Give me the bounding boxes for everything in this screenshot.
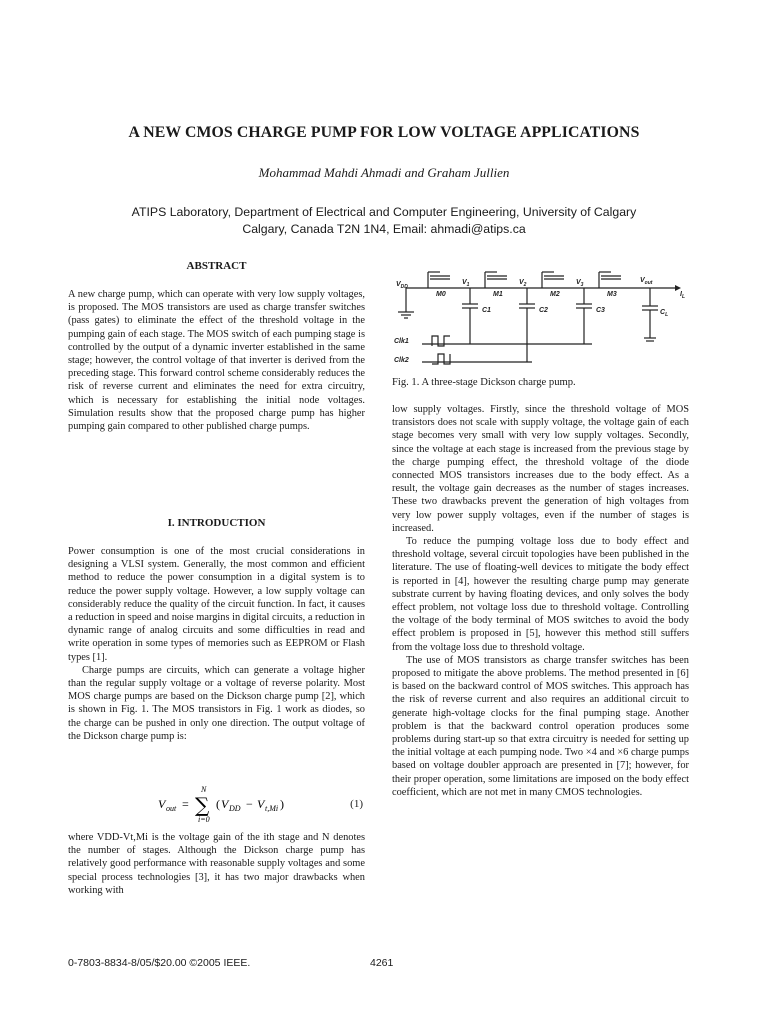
clk2-label: Clk2 bbox=[394, 357, 409, 364]
figure-caption: Fig. 1. A three-stage Dickson charge pump. bbox=[392, 377, 576, 388]
svg-text:DD: DD bbox=[229, 804, 241, 813]
svg-text:V: V bbox=[257, 797, 265, 811]
right-paragraph-2: To reduce the pumping voltage loss due to body effect and threshold voltage, several circuit topologies have been published in the literature. The use of floating-well devices to mitigate the body effect is reported in [4], however the resulting charge pump may generate substrate current by having floating devices, and only solves the body effect problem, not voltage loss due to threshold voltage. Controlling the voltage of the body terminal of MOS switches to avoid the body effect problem is proposed in [5], however this method still suffers from the voltage loss due to threshold voltage. bbox=[392, 536, 689, 653]
affiliation-line-2: Calgary, Canada T2N 1N4, Email: ahmadi@atips.ca bbox=[242, 222, 526, 236]
page-number: 4261 bbox=[370, 957, 394, 969]
svg-text:t,Mi: t,Mi bbox=[265, 804, 279, 813]
right-paragraph-3: The use of MOS transistors as charge transfer switches has been proposed to mitigate the above problems. The method presented in [6] is based on the backward control of MOS switches. This approach has the risk of reverse current and also requires an additional circuit to generate high-voltage clocks for the final pumping stage. Another problem is that the backward control operation produces some problems during start-up so that extra circuitry is needed for setting up the initial voltage at each pumping node. Two ×4 and ×6 charge pumps based on voltage doubler approach are presented in [7]; however, for their proper operation, some limitations are imposed on the body effect coefficient, which are not met in many CMOS technologies. bbox=[392, 654, 689, 798]
intro-paragraph-1: Power consumption is one of the most crucial considerations in designing a VLSI system. Generally, the most common and efficient method to reduce the power consumption in a digital system is to reduce the power supply voltage. However, a low supply voltage can considerably reduce the quality of the circuit function. In fact, it causes a reduction in speed and noise margins in digital circuits, a reduction in dynamic range of analog circuits and some difficulties in read and write operation in some types of memories such as EEPROM or Flash types [1]. bbox=[68, 546, 365, 663]
svg-text:i=0: i=0 bbox=[198, 815, 210, 824]
intro-paragraph-2: Charge pumps are circuits, which can generate a voltage higher than the regular supply voltage or a voltage of reverse polarity. Most MOS charge pumps are based on the Dickson charge pump [2], which is shown in Fig. 1. The MOS transistors in Fig. 1 work as diodes, so the charge can be pushed in only one direction. The output voltage of the Dickson charge pump is: bbox=[68, 664, 365, 742]
svg-text:CL: $C_L$ bbox=[660, 309, 669, 318]
affiliation-line-1: ATIPS Laboratory, Department of Electrical and Computer Engineering, University of Calgary bbox=[131, 205, 637, 219]
abstract-heading: ABSTRACT bbox=[186, 260, 247, 272]
figure-1-dickson-charge-pump bbox=[392, 262, 692, 377]
svg-text:out: out bbox=[166, 804, 177, 813]
m2-label: M2 bbox=[550, 291, 560, 298]
svg-text:∑: ∑ bbox=[195, 793, 210, 817]
equation-number: (1) bbox=[350, 798, 363, 810]
svg-text:): ) bbox=[280, 797, 284, 811]
c3-label: C3 bbox=[596, 307, 605, 314]
abstract-paragraph: A new charge pump, which can operate with very low supply voltages, is proposed. The MOS transistors are used as charge transfer switches (pass gates) to eliminate the effect of the threshold voltage in the pumping gain of each stage. The MOS switch of each pumping stage is controlled by the output of a dynamic inverter established in the same stage; however, the control voltage of that inverter is derived from the preceding stage. This forward control scheme considerably reduces the risk of reverse current and eliminates the need for extra circuitry, which is necessary for establishing the initial node voltages. Simulation results show that the proposed charge pump has higher pumping gain compared to other published charge pumps. bbox=[68, 289, 365, 433]
c1-label: C1 bbox=[482, 307, 491, 314]
copyright-footer: 0-7803-8834-8/05/$20.00 ©2005 IEEE. bbox=[68, 957, 251, 969]
right-column-text bbox=[392, 403, 689, 799]
clk1-label: Clk1 bbox=[394, 338, 409, 345]
svg-text:IL: $I_L$ bbox=[680, 291, 686, 300]
svg-text:V1: $V_1$ bbox=[462, 279, 470, 288]
right-paragraph-1: low supply voltages. Firstly, since the threshold voltage of MOS transistors does not scale with supply voltage, the voltage gain of each stage becomes very small with very low supply voltages. Secondly, since the voltage at each stage is increased from the previous stage by the charge pumping effect, the threshold voltage of the diode connected MOS transistors increases due to the body effect. As a result, the voltage gain decreases as the number of stages increases. These two drawbacks prevent the generation of high voltages from very low power supply voltages, even if the number of stages is increased. bbox=[392, 404, 689, 534]
introduction-text-continued bbox=[68, 831, 365, 897]
svg-text:Vout: $V_{out}$ bbox=[640, 277, 653, 286]
introduction-heading: I. INTRODUCTION bbox=[167, 517, 266, 529]
authors: Mohammad Mahdi Ahmadi and Graham Jullien bbox=[258, 165, 510, 180]
m3-label: M3 bbox=[607, 291, 617, 298]
vdd-label: $V_{DD}$ bbox=[396, 281, 408, 290]
equation-1 bbox=[68, 786, 365, 826]
svg-text:=: = bbox=[182, 797, 189, 811]
m1-label: M1 bbox=[493, 291, 503, 298]
abstract-text bbox=[68, 288, 365, 433]
introduction-text bbox=[68, 545, 365, 743]
svg-text:V: V bbox=[158, 797, 166, 811]
svg-text:(: ( bbox=[216, 797, 220, 811]
svg-text:V3: $V_3$ bbox=[576, 279, 584, 288]
c2-label: C2 bbox=[539, 307, 548, 314]
paper-title: A NEW CMOS CHARGE PUMP FOR LOW VOLTAGE APPLICATIONS bbox=[128, 124, 640, 141]
svg-text:−: − bbox=[246, 797, 253, 811]
svg-text:N: N bbox=[201, 785, 207, 794]
circuit-diagram bbox=[392, 262, 692, 372]
svg-text:V: V bbox=[221, 797, 229, 811]
svg-text:V2: $V_2$ bbox=[519, 279, 527, 288]
intro-paragraph-3: where VDD-Vt,Mi is the voltage gain of the ith stage and N denotes the number of stages. Although the Dickson charge pump has relatively good performance with reasonable supply voltages and some special process technologies [3], it has two major drawbacks when working with bbox=[68, 832, 365, 896]
m0-label: M0 bbox=[436, 291, 446, 298]
